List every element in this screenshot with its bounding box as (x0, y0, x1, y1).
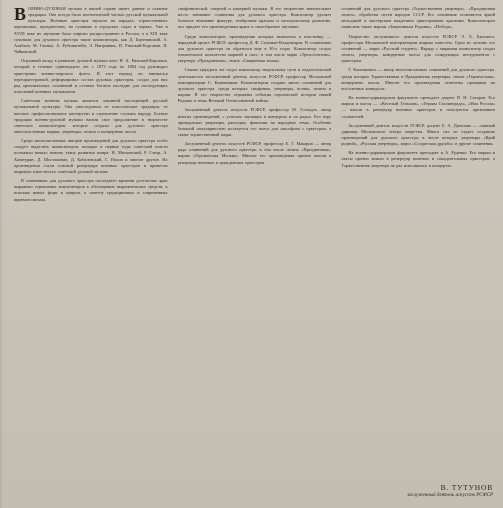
paragraph: Среди композиторов, произведения которых включены в пластинку, — народный артист РСФСР, профессор Д. Ф. Салиман-Владимиров. В сочинениях для духового оркестра он обратился еще в 30-х годах. Композитор создал значительное количество маршей и пьес, в том числе марш «Трехсотлетию», увертюру «Праздничная», сюиту «Священная земля». (177, 33, 332, 64)
paragraph: Заслуженный деятель искусств РСФСР, профессор М. Гоглидзе, автор многих произведений, с успехом звучащих в концертах и по радио. Его перу принадлежат увертюры, рапсодии, фантазии на народные темы. Особенно большой популярностью пользуется его пьеса для саксофона с оркестром, а также торжественный марш. (177, 107, 332, 137)
paragraph: Творчество заслуженного деятеля искусств РСФСР Э. Б. Бяпского, профессора Московской консерватории широко известно. Одно из лучших его сочинений — марш «Русский студент». Наряду с маршами композитор создал сюиты, увертюры, концертные пьесы для солирующих инструментов с оркестром. (341, 33, 496, 64)
paragraph: Заслуженный деятель искусств РСФСР, доцент Б. А. Двеклань — главный дирижер Московского театра оперетты. Много сил он отдает созданию произведений для духового оркестра, в числе которых увертюры «Край родной», «Русская увертюра», марш «Солдатская дружба» и другие сочинения. (341, 122, 496, 147)
author-signature (407, 483, 493, 498)
author-name: В. ТУТУНОВ (440, 483, 493, 492)
paragraph: Заслуженный деятель искусств РСФСР, профессор Е. Г. Макаров — автор ряда сочинений для духового оркестра, в том числе сюиты «Праздничная», марша «Героическая Москва». Многие его произведения прочно вошли в репертуар военных и гражданских оркестров. (177, 141, 332, 165)
text-column-3 (341, 6, 495, 478)
paragraph: Среди многочисленных авторов произведений для духового оркестра особо следует выделить композиторов, которые в первые годы советской власти положили начало новому этапу развития жанра: Н. Мясковский, Р. Глиэр, А. Хачатурян, Д. Шостакович, Д. Кабалевский, Г. Попов и многие другие. Их произведения стали основой репертуара военных оркестров и принесли широкую известность советской духовой музыке. (14, 138, 168, 174)
paragraph: Г. Калинкович — автор многочисленных сочинений для духового оркестра, среди которых Торжественная и Праздничная увертюры, сюита «Героическая», концертные пьесы. Многие его произведения отмечены премиями на всесоюзных конкурсах. (341, 67, 496, 91)
text-columns (14, 6, 495, 478)
paragraph: Советская военная музыка является законной наследницей русской музыкальной культуры. Она унаследовала ее классические традиции, ее высокое профессиональное мастерство и стремление служить народу. Боевые традиции военно-духовой музыки нашли свое продолжение в творчестве советских композиторов, которые создали для духового оркестра многочисленные марши, увертюры, сюиты и концертные пьесы. (14, 98, 168, 134)
paragraph: Огромный вклад в развитие духовой музыки внес Н. А. Римский-Корсаков, который в течение одиннадцати лет с 1873 года по 1884 год руководил оркестрами военно-морского флота. В этот период он занимался переоркестровкой, реформировал состав духовых оркестров, создал для них ряд оригинальных сочинений и оставил богатое наследие для последующих поколений военных музыкантов. (14, 58, 168, 95)
paragraph: В сочинениях для духового оркестра последнего времени достаточно ярко выражено стремление композиторов к обогащению выразительных средств, к поискам новых форм и жанров, к синтезу традиционных и современных приемов письма. (14, 178, 168, 202)
text-column-1 (14, 6, 168, 478)
author-title: заслуженный деятель искусств РСФСР (407, 493, 493, 498)
paragraph: На военно-дирижерском факультете преподает и А. Руденко. Его марши и пьесы прочно вошли в репертуар военных и самодеятельных оркестров, а Торжественная увертюра не раз исполнялась в концертах. (341, 150, 496, 168)
text-column-2 (178, 6, 332, 478)
drop-cap: В (14, 6, 27, 24)
paragraph-text: ОЕННО-ДУХОВАЯ музыка в нашей стране имеет давние и славные традиции. Она всегда была неотъемлемой частью русской музыкальной культуры. Военные оркестры звучали на парадах, торжественных церемониях, празднествах, на гуляньях в городских садах и парках. Уже в XVIII веке их звучание было широко распространено в России, а в XIX веке сочиняли для духового оркестра такие композиторы, как Д. Бортнянский, А. Алябьев, М. Глинка, А. Рубинштейн, Э. Направник, Н. Римский-Корсаков, П. Чайковский. (14, 6, 168, 55)
paragraph: На военно-дирижерском факультете преподает доцент П. Н. Сахаров. Его марши и пьесы — «Веселый Тельман», «Героям Сталинграда», «Моя Россия» — вошли в репертуар военных оркестров и пользуются признанием слушателей. (341, 95, 496, 119)
paragraph (14, 6, 168, 55)
paragraph: сочинений для духового оркестра «Торжественная увертюра», «Праздничная сюита», обработки песен народов СССР. Его сочинения отличаются яркой мелодикой и мастерским владением оркестровыми красками. Композитором написаны также марши «Защитникам Родины», «Победа». (341, 6, 496, 30)
paragraph: симфонической, оперной и камерной музыки. В его творчестве значительное место занимают сочинения для духового оркестра. Композитор уделяет большое внимание фактуре, тембровым краскам и мелодическому развитию, что придает его произведениям яркое и своеобразное звучание. (177, 6, 332, 30)
paragraph: Свыше тридцати лет отдал композитор творческому пути и педагогической деятельности заслуженный деятель искусств РСФСР, профессор Московской консерватории С. Кожевников. Композитором создано много сочинений для духового оркестра, среди которых симфонии, увертюры, поэмы, сюиты и марши. В его творчестве отражены события героической истории нашей Родины и темы Великой Отечественной войны. (177, 67, 332, 104)
page-fold (0, 0, 2, 508)
